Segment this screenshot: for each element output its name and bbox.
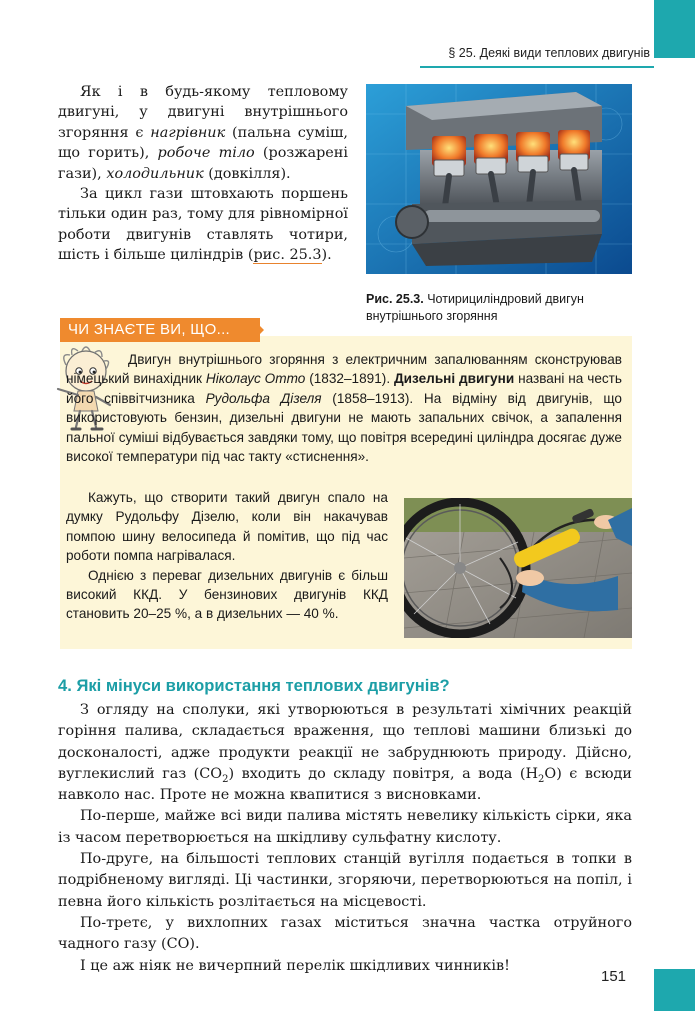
body-paragraph-1	[58, 700, 632, 806]
intro-text	[58, 82, 348, 266]
intro-paragraph-1	[58, 82, 348, 184]
text-run: Двигун внутрішнього згоряння з електричним запалюванням сконструював німецький винахідник	[66, 352, 622, 387]
text-run: По-друге, на більшості теплових станцій вугілля подається в топки в подрібненому вигляді. Ці частинки, згоряючи, перетворюються на попіл, і певна його кількість розлітається на місцевості.	[58, 851, 632, 910]
text-run: нагрівник	[150, 124, 226, 141]
body-text	[58, 700, 632, 977]
text-run: 2	[222, 773, 229, 785]
body-paragraph-3	[58, 849, 632, 913]
text-run: Дизельні двигуни	[394, 371, 515, 387]
bicycle-pump-photo	[404, 498, 632, 638]
did-you-know-banner: ЧИ ЗНАЄТЕ ВИ, ЩО...	[60, 318, 260, 342]
body-paragraph-5	[58, 956, 632, 977]
did-you-know-paragraph-2-3	[66, 488, 388, 624]
text-run: названі на честь його співвітчизника	[66, 371, 622, 406]
figure-caption	[366, 291, 636, 325]
text-run: ).	[321, 247, 332, 264]
text-run: ) входить до складу повітря, а вода (H	[228, 765, 539, 782]
text-run: 2	[538, 773, 545, 785]
text-run: Як і в будь-якому тепловому двигуні, у двигуні внутрішнього згоряння є	[58, 84, 348, 141]
figure-label: Рис. 25.3.	[366, 292, 424, 306]
text-run: По-перше, майже всі види палива містять невелику кількість сірки, яка із часом перетворюється на шкідливу сульфатну кислоту.	[58, 808, 632, 846]
text-run: Ніколаус Отто	[205, 371, 306, 387]
text-run: O) є всюди навколо нас. Проте не можна квапитися з висновками.	[58, 765, 632, 804]
text-run: (1858–1913). На відміну від двигунів, що використовують бензин, дизельні двигуни не мають запальних свічок, а запалення пальної суміші відбувається завдяки тому, що повітря всередині циліндра досягає дуже високої температури під час такту «стиснення».	[66, 390, 622, 465]
text-run: холодильник	[106, 165, 204, 182]
text-run: робоче тіло	[157, 145, 255, 162]
header-rule	[420, 66, 654, 68]
body-paragraph-4	[58, 913, 632, 956]
text-run: З огляду на сполуки, які утворюються в результаті хімічних реакцій горіння палива, складається враження, що теплові машини близькі до досконалості, адже продукти реакції не забруднюють природу. Дійсно, вуглекислий газ (CO	[58, 702, 632, 782]
did-you-know-text-1	[66, 350, 622, 466]
figure-caption-text: Чотирициліндровий двигун внутрішнього згоряння	[366, 292, 584, 323]
banner-tip	[252, 318, 264, 342]
text-run: І це аж ніяк не вичерпний перелік шкідливих чинників!	[80, 957, 510, 974]
engine-cutaway-image	[366, 84, 632, 274]
question-heading: 4. Які мінуси використання теплових двигунів?	[58, 676, 450, 695]
intro-paragraph-2	[58, 184, 348, 266]
text-run: По-третє, у вихлопних газах міститься значна частка отруйного чадного газу (CO).	[58, 914, 632, 953]
text-run: (1832–1891).	[305, 371, 394, 387]
did-you-know-text-3	[66, 566, 388, 624]
body-paragraph-2	[58, 806, 632, 849]
text-run: Рудольфа Дізеля	[205, 390, 322, 406]
text-run: Кажуть, що створити такий двигун спало на думку Рудольфу Дізелю, коли він накачував помпою шину велосипеда й помітив, що під час роботи помпа нагрівалася.	[66, 490, 388, 564]
text-run: Однією з переваг дизельних двигунів є більш високий ККД. У бензинових двигунів ККД становить 20–25 %, а в дизельних — 40 %.	[66, 567, 388, 622]
text-run: За цикл гази штовхають поршень тільки один раз, тому для рівномірної роботи двигунів ставлять чотири, шість і більше циліндрів (	[58, 186, 348, 264]
page-number: 151	[601, 968, 627, 985]
figure-reference-link[interactable]: рис. 25.3	[253, 247, 322, 264]
top-edge-tab	[654, 0, 695, 58]
bottom-edge-tab	[654, 969, 695, 1011]
did-you-know-paragraph-1	[66, 350, 622, 466]
text-run: (розжарені гази),	[58, 145, 349, 182]
did-you-know-text-2	[66, 488, 388, 566]
text-run: (довкілля).	[203, 165, 291, 182]
text-run: (пальна суміш, що горить),	[58, 124, 349, 162]
section-header: § 25. Деякі види теплових двигунів	[448, 46, 650, 60]
